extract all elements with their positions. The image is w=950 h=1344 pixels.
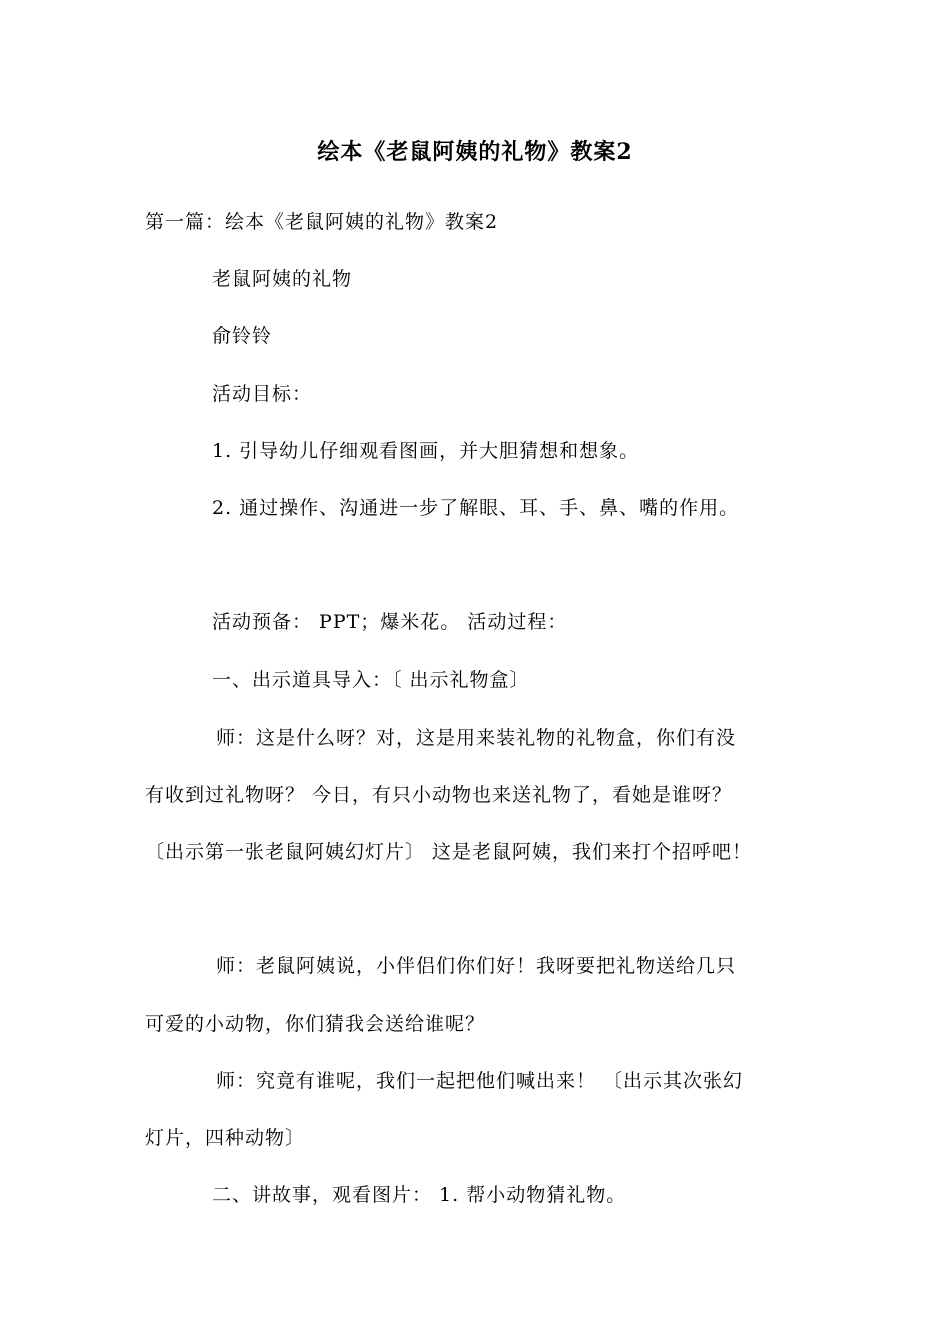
paragraph-line: 〔出示第一张老鼠阿姨幻灯片〕 这是老鼠阿姨，我们来打个招呼吧！	[145, 841, 753, 863]
document-title: 绘本《老鼠阿姨的礼物》教案2	[317, 139, 633, 165]
paragraph-line: 可爱的小动物，你们猜我会送给谁呢？	[145, 1013, 486, 1035]
paragraph-line: 有收到过礼物呀？ 今日，有只小动物也来送礼物了，看她是谁呀？	[145, 784, 733, 806]
paragraph-line: 师：这是什么呀？对，这是用来装礼物的礼物盒，你们有没	[216, 727, 737, 749]
section-heading: 第一篇：绘本《老鼠阿姨的礼物》教案2	[145, 211, 499, 233]
objective-item: 2. 通过操作、沟通进一步了解眼、耳、手、鼻、嘴的作用。	[212, 497, 740, 519]
paragraph-line: 灯片，四种动物〕	[145, 1127, 306, 1149]
author-name: 俞铃铃	[212, 325, 273, 347]
preparation-line: 活动预备： PPT；爆米花。 活动过程：	[212, 611, 568, 633]
objective-item: 1. 引导幼儿仔细观看图画，并大胆猜想和想象。	[212, 440, 640, 462]
step-heading: 一、出示道具导入：〔 出示礼物盒〕	[212, 669, 530, 691]
paragraph-line: 师：究竟有谁呢，我们一起把他们喊出来！ 〔出示其次张幻	[216, 1070, 744, 1092]
step-heading: 二、讲故事，观看图片： 1. 帮小动物猜礼物。	[212, 1184, 627, 1206]
objectives-heading: 活动目标：	[212, 383, 313, 405]
story-title: 老鼠阿姨的礼物	[212, 268, 353, 290]
paragraph-line: 师：老鼠阿姨说，小伴侣们你们好！我呀要把礼物送给几只	[216, 955, 737, 977]
